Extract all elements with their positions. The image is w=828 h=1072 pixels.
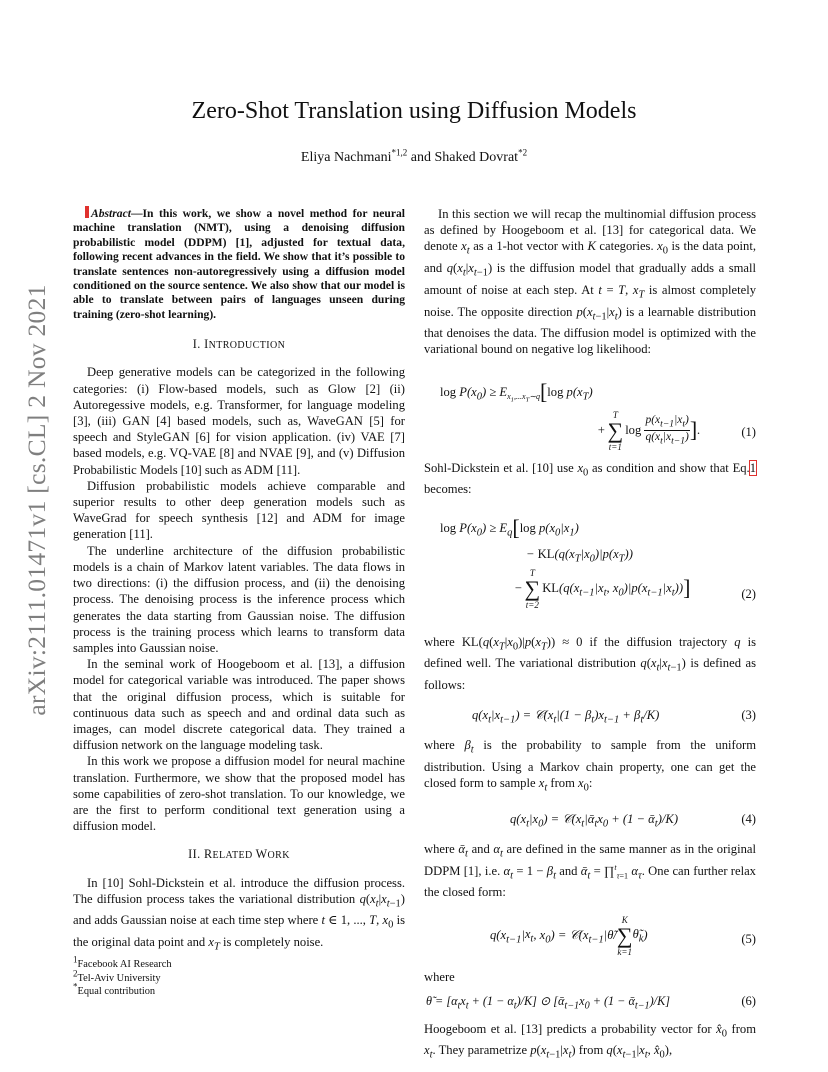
right-paragraph-7: Hoogeboom et al. [13] predicts a probability vector for $x̂_0$ from $x_t$. They parametrize $p(x_{t-1}|x_t)$ from $q(x_{t-1}|x_t$, $x̂_0$), xyxy=(424,1021,756,1061)
right-paragraph-1: In this section we will recap the multinomial diffusion process as defined by Hoogeboom et al. [13] for categorical data. We denote $x_t$ as a 1-hot vector with K categories. $x_0$ is the data point, and $q(x_t|x_{t-1})$ is the diffusion model that gradually adds a small amount of noise at each step. At t = T, $x_T$ is almost completely noise. The opposite direction $p(x_{t-1}|x_t)$ is a learnable distribution that denoises the data. The diffusion model is optimized with the variational bound on negative log likelihood: xyxy=(424,207,756,357)
author-1: Eliya Nachmani xyxy=(300,150,392,165)
footnote-text: Equal contribution xyxy=(77,986,156,997)
equation-1: $\log P(x_0) \ge E_{x_1,...x_T\sim q}[\log$ $p(x_T)$ + T ∑ t=1 log $\frac{p(x_{t-1}|x_t)}{q(x_t|x_{t-1})}$ ]. (1) xyxy=(440,378,756,452)
text-run: Sohl-Dickstein et al. [10] use xyxy=(424,460,578,475)
right-paragraph-4: where $\beta_t$ is the probability to sample from the uniform distribution. Using a Markov chain property, one can get the closed form to sample $x_t$ from $x_0$: xyxy=(424,738,756,794)
left-column xyxy=(73,206,405,956)
text-run: where xyxy=(424,841,459,856)
section-heading-related-work xyxy=(73,846,405,864)
text-run: is a learnable distribution that denoises the data. The diffusion model is optimized with the variational bound on negative log likelihood: xyxy=(424,304,756,357)
text-run: if the diffusion trajectory xyxy=(582,634,735,649)
text-run: In [10] Sohl-Dickstein et al. introduce the diffusion process. The diffusion process takes the variational distribution xyxy=(73,875,405,906)
footnote-3 xyxy=(73,981,405,999)
text-run: is the data point, and xyxy=(424,239,756,276)
text-run: In this section we will recap the multinomial diffusion process as defined by Hoogeboom et al. [13] for categorical data. We denote xyxy=(424,207,756,254)
section-number: I. xyxy=(192,337,205,352)
right-column xyxy=(424,206,756,1064)
equation-number: (5) xyxy=(741,931,756,946)
text-run: as condition and show that Eq. xyxy=(588,460,750,475)
footnote-mark: 1 xyxy=(73,954,78,965)
text-run: becomes: xyxy=(424,482,472,497)
equation-number: (6) xyxy=(741,993,756,1008)
section-title-initial-2: W xyxy=(255,847,268,862)
abstract-text: In this work, we show a novel method for neural machine translation (NMT), using a denoising diffusion probabilistic model (DDPM) [1], adjusted for textual data, following recent advances in the field. We show that it’s possible to translate sentences non-autoregressively using a diffusion model conditioned on the source sentence. We also show that our model is able to translate between pairs of languages unseen during training (zero-shot learning). xyxy=(73,207,405,321)
intro-paragraph-5: In this work we propose a diffusion model for neural machine translation. Furthermore, we show that the proposed model has some capabilities of zero-shot translation. To our knowledge, we are the first to perform conditional text generation using a diffusion model. xyxy=(73,754,405,834)
footnote-mark: 2 xyxy=(73,968,78,979)
equation-number: (4) xyxy=(741,811,756,826)
author-conjunction: and xyxy=(407,150,435,165)
footnote-text: Facebook AI Research xyxy=(77,959,172,970)
text-run: is almost completely noise. The opposite direction xyxy=(424,282,756,319)
footnote-1 xyxy=(73,954,405,972)
intro-paragraph-4: In the seminal work of Hoogeboom et al. [13], a diffusion model for categorical variable was introduced. The paper shows that the original diffusion process, which is suitable for continuous data such as speech and and ordinal data such as images, can model discrete categorical data. They trained a diffusion network on the language modeling task. xyxy=(73,657,405,753)
text-run: where xyxy=(424,634,462,649)
equation-4: $q(x_t|x_0)$ = $𝒞(x_t|ᾱ_tx_0 + (1$ − ᾱ$_t$)/K) (4) xyxy=(510,811,756,830)
text-run: Hoogeboom et al. [13] predicts a probability vector for xyxy=(424,1021,717,1036)
intro-paragraph-2: Diffusion probabilistic models achieve comparable and superior results to other deep generation models such as WaveGrad for speech synthesis [12] and ADM for image generation [11]. xyxy=(73,478,405,542)
equation-number: (3) xyxy=(741,708,756,723)
author-2-affiliation: *2 xyxy=(518,147,528,158)
right-paragraph-5: where ᾱ$_t$ and $\alpha_t$ are defined in the same manner as in the original DDPM [1], i.e. $\alpha_t = 1 - \beta_t$ and ᾱ$_t$ = ∏$^t_{\tau=1}$ $\alpha_\tau$. One can further relax the closed form: xyxy=(424,841,756,900)
text-run: is defined as follows: xyxy=(424,656,756,693)
intro-paragraph-1: Deep generative models can be categorized in the following categories: (i) Flow-based models, such as Glow [2] (ii) Autoregessive models, e.g. Transformer, for language modeling [3], (iii) GAN [4] based models, such as, WaveGAN [5] for speech and StyleGAN [6] for vision application. (iv) VAE [7] based models, e.g. VQ-VAE [8] and NVAE [9], and (v) Diffusion Probabilistic Models [10] such as ADM [11]. xyxy=(73,365,405,477)
abstract xyxy=(73,206,405,322)
equation-5: $q(x_{t-1}|x_t$, $x_0$) = $𝒞(x_{t-1}|\thetã/$ K ∑ k=1 $\thetã_k$) (5) xyxy=(490,914,756,957)
right-paragraph-6: where xyxy=(424,969,455,984)
text-run: and xyxy=(555,863,581,878)
right-paragraph-2: Sohl-Dickstein et al. [10] use $x_0$ as condition and show that Eq.1 becomes: xyxy=(424,460,756,497)
section-heading-introduction xyxy=(73,336,405,354)
section-title-initial: R xyxy=(203,847,213,862)
author-2: Shaked Dovrat xyxy=(434,150,519,165)
equation-2: $\log P(x_0) \ge E_q[\log$ $p(x_0|x_1)$ − $KL(q(x_T|x_0)|p(x_T))$ − T ∑ t=2 $KL(q(x_{t-1}|x_t$, $x_0)|p(x_{t-1}|x_t)$)] (2) xyxy=(440,514,756,610)
text-run: and adds Gaussian noise at each time step where xyxy=(73,913,322,928)
equation-number: (2) xyxy=(741,586,756,601)
text-run: is the original data point and xyxy=(73,913,405,950)
text-run: categories. xyxy=(595,239,658,254)
author-1-affiliation: *1,2 xyxy=(391,147,408,158)
text-run: is defined well. The variational distribution xyxy=(424,634,756,671)
annotation-marker-icon xyxy=(85,206,89,218)
footnote-2 xyxy=(73,968,405,986)
text-run: . They parametrize xyxy=(432,1043,531,1058)
text-run: is the diffusion model that gradually adds a small amount of noise at each step. At xyxy=(424,261,756,297)
text-run: and xyxy=(467,841,494,856)
author-line xyxy=(0,147,828,166)
text-run: from xyxy=(547,776,579,791)
text-run: is completely noise. xyxy=(219,935,324,950)
text-run: . One can further relax the closed form: xyxy=(424,863,756,900)
text-run: from xyxy=(575,1043,607,1058)
text-run: as a 1-hot vector with xyxy=(469,239,588,254)
section-title-part-2: ORK xyxy=(267,850,290,862)
equation-6: θ̃ = $[\alpha_tx_t + (1 - \alpha_t)/K]$ ⊙ [$ᾱ_{t-1}x_0 + (1$ − ᾱ$_{t-1}$)/K] (6) xyxy=(426,993,756,1012)
text-run: : xyxy=(588,776,593,791)
arxiv-identifier: arXiv:2111.01471v1 [cs.CL] 2 Nov 2021 xyxy=(22,284,51,716)
text-run: from xyxy=(726,1021,756,1036)
section-title-initial: I xyxy=(204,337,209,352)
section-title-part: ELATED xyxy=(212,850,256,862)
related-paragraph-1: In [10] Sohl-Dickstein et al. introduce the diffusion process. The diffusion process takes the variational distribution $q(x_t|x_{t-1})$ and adds Gaussian noise at each time step where t ∈ 1, ..., T, $x_0$ is the original data point and $x_T$ is completely noise. xyxy=(73,875,405,953)
paper-title: Zero-Shot Translation using Diffusion Models xyxy=(191,98,637,124)
arxiv-sidebar-stamp xyxy=(12,284,62,716)
text-run: are defined in the same manner as in the original DDPM [1], i.e. xyxy=(424,841,756,878)
abstract-dash: — xyxy=(130,207,143,220)
abstract-label: Abstract xyxy=(91,207,131,220)
footnote-text: Tel-Aviv University xyxy=(77,972,161,984)
section-title-rest: NTRODUCTION xyxy=(208,340,286,352)
equation-number: (1) xyxy=(741,424,756,439)
footnote-mark: * xyxy=(73,981,78,992)
section-number: II. xyxy=(188,847,204,862)
right-paragraph-3: where $KL(q(x_T|x_0)|p(x_T)) \approx 0$ if the diffusion trajectory q is defined well. The variational distribution $q(x_t|x_{t-1})$ is defined as follows: xyxy=(424,634,756,693)
intro-paragraph-3: The underline architecture of the diffusion probabilistic models is a chain of Markov latent variables. The data flows in two directions: (i) the diffusion process, and (ii) the denoising process. The denoising process is the inference process which generates the data starting from Gaussian noise. The diffusion process is the training process which learns to transform data samples into Gaussian noise. xyxy=(73,543,405,655)
equation-3: $q(x_t|x_{t-1})$ = $𝒞(x_t|(1 - \beta_t)x_{t-1} + \beta_t/K)$ (3) xyxy=(472,708,756,726)
footnotes xyxy=(73,954,405,999)
text-run: where xyxy=(424,738,465,753)
equation-reference-link[interactable]: 1 xyxy=(749,460,756,475)
text-run: is the probability to sample from the uniform distribution. Using a Markov chain property, one can get the closed form to sample xyxy=(424,738,756,791)
